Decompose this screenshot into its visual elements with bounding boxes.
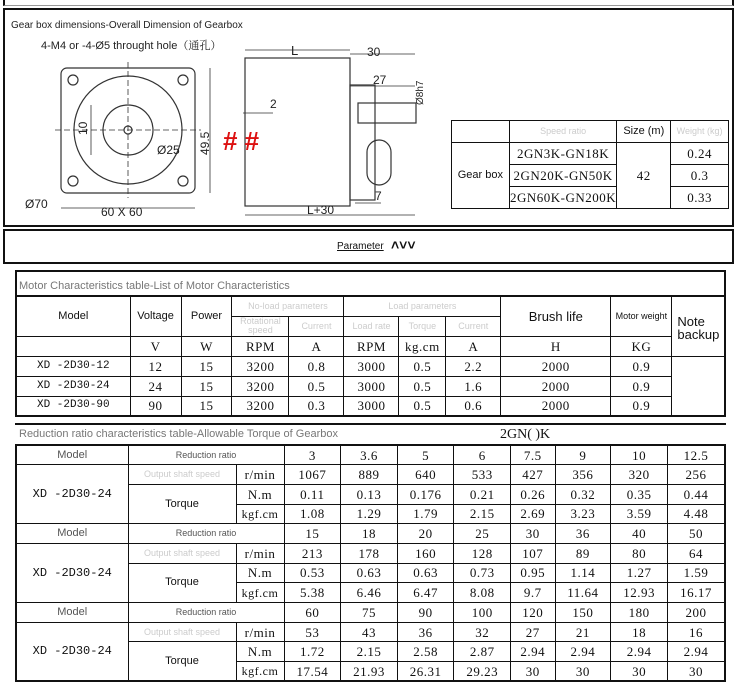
motor-cell-power: 15: [181, 396, 232, 416]
speed-cell: 21: [555, 622, 611, 642]
torque-nm-cell: 1.14: [555, 563, 611, 583]
ratio-cell: 2GN60K-GN200K: [509, 187, 617, 209]
torque-nm-cell: 0.53: [284, 563, 341, 583]
motor-cell-l-rpm: 3000: [344, 396, 399, 416]
speed-cell: 128: [454, 543, 511, 563]
model-cell: XD -2D30-24: [16, 543, 128, 602]
motor-cell-life: 2000: [501, 356, 611, 376]
torque-kgf-cell: 4.48: [667, 504, 725, 524]
torque-kgf-cell: 6.47: [397, 583, 454, 603]
torque-kgf-cell: 6.46: [341, 583, 398, 603]
unit-kgcm: kg.cm: [399, 336, 446, 356]
header-brush-life: Brush life: [501, 296, 611, 336]
torque-nm-cell: 2.15: [341, 642, 398, 662]
unit-rpm2: RPM: [344, 336, 399, 356]
dim-7: 7: [375, 189, 382, 203]
size-cell: 42: [617, 143, 671, 209]
torque-nm-cell: 0.176: [397, 484, 454, 504]
torque-kgf-cell: 29.23: [454, 662, 511, 682]
ratio-cell: 18: [341, 524, 398, 544]
torque-label: Torque: [128, 563, 236, 602]
torque-kgf-cell: 26.31: [397, 662, 454, 682]
dim-L30: L+30: [307, 203, 335, 217]
torque-nm-cell: 0.26: [511, 484, 556, 504]
torque-kgf-cell: 30: [511, 662, 556, 682]
parameter-mark: ˄˅˅: [391, 237, 416, 253]
speed-cell: 89: [555, 543, 611, 563]
header-voltage: Voltage: [130, 296, 181, 336]
reduction-ratio-label: Reduction ratio: [128, 603, 284, 623]
speed-table-title: Reduction ratio characteristics table-Allowable Torque of Gearbox: [19, 428, 338, 440]
speed-cell: 356: [555, 465, 611, 485]
dim-60x60: 60 X 60: [101, 205, 143, 219]
speed-cell: 320: [611, 465, 668, 485]
torque-kgf-cell: 11.64: [555, 583, 611, 603]
dim-L: L: [291, 43, 299, 58]
motor-cell-l-a: 1.6: [446, 376, 501, 396]
gear-label: 2GN( )K: [500, 427, 551, 442]
dim-49-5: 49.5: [198, 131, 212, 155]
unit-h: H: [501, 336, 611, 356]
header-note: Note backup: [672, 296, 725, 356]
torque-kgf-cell: 1.29: [341, 504, 398, 524]
ratio-row: [16, 603, 725, 623]
speed-cell: 32: [454, 622, 511, 642]
motor-cell-power: 15: [181, 376, 232, 396]
torque-nm-cell: 0.11: [284, 484, 341, 504]
model-label-cell: Model: [16, 445, 128, 465]
torque-nm-cell: 2.87: [454, 642, 511, 662]
speed-cell: 18: [611, 622, 668, 642]
unit-rmin: r/min: [236, 622, 284, 642]
weight-cell: 0.33: [671, 187, 729, 209]
motor-cell-torque: 0.5: [399, 356, 446, 376]
reduction-ratio-label: Reduction ratio: [128, 524, 284, 544]
torque-nm-cell: 0.63: [341, 563, 398, 583]
torque-nm-cell: 1.72: [284, 642, 341, 662]
ratio-cell: 3: [284, 445, 341, 465]
unit-rpm: RPM: [232, 336, 289, 356]
torque-nm-cell: 2.94: [667, 642, 725, 662]
torque-kgf-cell: 30: [667, 662, 725, 682]
gearbox-row-label: Gear box: [452, 143, 510, 209]
torque-kgf-cell: 17.54: [284, 662, 341, 682]
ratio-cell: 200: [667, 603, 725, 623]
motor-cell-power: 15: [181, 356, 232, 376]
ratio-cell: 180: [611, 603, 668, 623]
header-rot-speed: Rotational speed: [232, 316, 289, 336]
header-load-rate: Load rate: [344, 316, 399, 336]
ratio-cell: 2GN20K-GN50K: [509, 165, 617, 187]
weight-cell: 0.24: [671, 143, 729, 165]
motor-cell-weight: 0.9: [611, 396, 672, 416]
ratio-cell: 2GN3K-GN18K: [509, 143, 617, 165]
header-motor-weight: Motor weight: [611, 296, 672, 336]
torque-nm-cell: 0.35: [611, 484, 668, 504]
speed-cell: 889: [341, 465, 398, 485]
torque-nm-cell: 1.59: [667, 563, 725, 583]
motor-cell-torque: 0.5: [399, 376, 446, 396]
header-no-load: No-load parameters: [232, 296, 344, 316]
gearbox-drawing: [5, 10, 435, 220]
ratio-cell: 40: [611, 524, 668, 544]
torque-kgf-cell: 8.08: [454, 583, 511, 603]
speed-cell: 160: [397, 543, 454, 563]
unit-rmin: r/min: [236, 543, 284, 563]
motor-cell-voltage: 12: [130, 356, 181, 376]
speed-cell: 1067: [284, 465, 341, 485]
motor-cell-model: XD -2D30-12: [16, 356, 130, 376]
speed-cell: 27: [511, 622, 556, 642]
torque-kgf-cell: 2.15: [454, 504, 511, 524]
header-torque: Torque: [399, 316, 446, 336]
speed-cell: 533: [454, 465, 511, 485]
model-cell: XD -2D30-24: [16, 465, 128, 524]
torque-nm-cell: 0.21: [454, 484, 511, 504]
motor-row: [16, 396, 725, 416]
ratio-cell: 75: [341, 603, 398, 623]
ratio-cell: 3.6: [341, 445, 398, 465]
dim-8h7: Ø8h7: [415, 80, 426, 105]
torque-kgf-cell: 30: [555, 662, 611, 682]
header-weight: Weight (kg): [671, 121, 729, 143]
ratio-cell: 15: [284, 524, 341, 544]
model-label-cell: Model: [16, 603, 128, 623]
torque-label: Torque: [128, 484, 236, 523]
torque-label: Torque: [128, 642, 236, 681]
torque-nm-cell: 2.94: [511, 642, 556, 662]
torque-kgf-cell: 30: [611, 662, 668, 682]
speed-row: [16, 465, 725, 485]
speed-cell: 427: [511, 465, 556, 485]
header-load: Load parameters: [344, 296, 501, 316]
motor-cell-l-a: 0.6: [446, 396, 501, 416]
motor-cell-nl-rpm: 3200: [232, 396, 289, 416]
hash-mark: # #: [223, 126, 260, 156]
torque-kgf-cell: 3.23: [555, 504, 611, 524]
motor-cell-l-rpm: 3000: [344, 356, 399, 376]
motor-table-title: Motor Characteristics table-List of Motor Characteristics: [19, 280, 290, 292]
torque-nm-cell: 2.94: [611, 642, 668, 662]
ratio-cell: 10: [611, 445, 668, 465]
ratio-cell: 25: [454, 524, 511, 544]
dim-30: 30: [367, 45, 381, 59]
ratio-row: [16, 524, 725, 544]
motor-cell-nl-rpm: 3200: [232, 376, 289, 396]
parameter-bar: [3, 229, 734, 264]
motor-cell-voltage: 90: [130, 396, 181, 416]
unit-nm: N.m: [236, 484, 284, 504]
motor-cell-l-a: 2.2: [446, 356, 501, 376]
unit-nm: N.m: [236, 563, 284, 583]
gearbox-table: [451, 120, 729, 209]
torque-kgf-cell: 1.08: [284, 504, 341, 524]
motor-row: [16, 376, 725, 396]
speed-cell: 256: [667, 465, 725, 485]
output-speed-label: Output shaft speed: [128, 543, 236, 563]
output-speed-label: Output shaft speed: [128, 622, 236, 642]
ratio-cell: 60: [284, 603, 341, 623]
ratio-cell: 36: [555, 524, 611, 544]
ratio-cell: 150: [555, 603, 611, 623]
speed-cell: 16: [667, 622, 725, 642]
torque-nm-cell: 2.58: [397, 642, 454, 662]
ratio-cell: 7.5: [511, 445, 556, 465]
motor-row: [16, 356, 725, 376]
header-current2: Current: [446, 316, 501, 336]
dim-25: Ø25: [157, 143, 180, 157]
speed-cell: 53: [284, 622, 341, 642]
divider: [15, 423, 726, 425]
reduction-table: [15, 444, 726, 682]
ratio-cell: 50: [667, 524, 725, 544]
speed-cell: 107: [511, 543, 556, 563]
top-border: [3, 0, 734, 6]
motor-cell-model: XD -2D30-90: [16, 396, 130, 416]
unit-a2: A: [446, 336, 501, 356]
unit-nm: N.m: [236, 642, 284, 662]
torque-nm-cell: 0.95: [511, 563, 556, 583]
speed-cell: 36: [397, 622, 454, 642]
output-speed-label: Output shaft speed: [128, 465, 236, 485]
model-cell: XD -2D30-24: [16, 622, 128, 681]
torque-kgf-cell: 9.7: [511, 583, 556, 603]
header-size: Size (m): [617, 121, 671, 143]
speed-cell: 640: [397, 465, 454, 485]
model-label-cell: Model: [16, 524, 128, 544]
motor-cell-weight: 0.9: [611, 376, 672, 396]
torque-nm-cell: 0.44: [667, 484, 725, 504]
unit-w: W: [181, 336, 232, 356]
motor-cell-life: 2000: [501, 376, 611, 396]
header-power: Power: [181, 296, 232, 336]
torque-nm-cell: 0.13: [341, 484, 398, 504]
torque-nm-cell: 0.63: [397, 563, 454, 583]
speed-cell: 80: [611, 543, 668, 563]
header-model: Model: [16, 296, 130, 336]
dim-70: Ø70: [25, 197, 48, 211]
torque-nm-cell: 2.94: [555, 642, 611, 662]
hole-note: 4-M4 or -4-Ø5 throught hole（通孔）: [41, 40, 222, 52]
ratio-cell: 100: [454, 603, 511, 623]
ratio-cell: 6: [454, 445, 511, 465]
motor-cell-model: XD -2D30-24: [16, 376, 130, 396]
ratio-cell: 90: [397, 603, 454, 623]
speed-row: [16, 622, 725, 642]
speed-cell: 178: [341, 543, 398, 563]
ratio-cell: 20: [397, 524, 454, 544]
torque-kgf-cell: 16.17: [667, 583, 725, 603]
dimension-panel: [3, 8, 734, 227]
speed-cell: 64: [667, 543, 725, 563]
reduction-ratio-label: Reduction ratio: [128, 445, 284, 465]
torque-kgf-cell: 2.69: [511, 504, 556, 524]
ratio-cell: 30: [511, 524, 556, 544]
header-current: Current: [289, 316, 344, 336]
parameter-label: Parameter: [337, 241, 384, 252]
speed-cell: 43: [341, 622, 398, 642]
ratio-cell: 5: [397, 445, 454, 465]
motor-cell-weight: 0.9: [611, 356, 672, 376]
unit-blank: [16, 336, 130, 356]
torque-kgf-cell: 1.79: [397, 504, 454, 524]
speed-cell: 213: [284, 543, 341, 563]
gearbox-corner: [452, 121, 510, 143]
motor-cell-voltage: 24: [130, 376, 181, 396]
motor-cell-life: 2000: [501, 396, 611, 416]
motor-cell-torque: 0.5: [399, 396, 446, 416]
ratio-cell: 120: [511, 603, 556, 623]
speed-row: [16, 543, 725, 563]
motor-cell-nl-a: 0.5: [289, 376, 344, 396]
motor-cell-nl-a: 0.8: [289, 356, 344, 376]
unit-v: V: [130, 336, 181, 356]
dim-10: 10: [76, 121, 90, 135]
ratio-cell: 12.5: [667, 445, 725, 465]
unit-kgf: kgf.cm: [236, 662, 284, 682]
weight-cell: 0.3: [671, 165, 729, 187]
unit-kgf: kgf.cm: [236, 583, 284, 603]
torque-nm-cell: 1.27: [611, 563, 668, 583]
torque-kgf-cell: 21.93: [341, 662, 398, 682]
ratio-cell: 9: [555, 445, 611, 465]
motor-table: [15, 295, 726, 417]
torque-kgf-cell: 3.59: [611, 504, 668, 524]
unit-rmin: r/min: [236, 465, 284, 485]
torque-kgf-cell: 5.38: [284, 583, 341, 603]
dim-27: 27: [373, 73, 387, 87]
ratio-row: [16, 445, 725, 465]
drawing-title: Gear box dimensions-Overall Dimension of Gearbox: [11, 20, 243, 31]
unit-a: A: [289, 336, 344, 356]
unit-kgf: kgf.cm: [236, 504, 284, 524]
torque-nm-cell: 0.73: [454, 563, 511, 583]
dim-2: 2: [270, 97, 277, 111]
unit-kg: KG: [611, 336, 672, 356]
torque-nm-cell: 0.32: [555, 484, 611, 504]
motor-cell-l-rpm: 3000: [344, 376, 399, 396]
characteristics-panel: [3, 268, 734, 696]
torque-kgf-cell: 12.93: [611, 583, 668, 603]
motor-cell-nl-a: 0.3: [289, 396, 344, 416]
motor-cell-nl-rpm: 3200: [232, 356, 289, 376]
header-speed-ratio: Speed ratio: [509, 121, 617, 143]
